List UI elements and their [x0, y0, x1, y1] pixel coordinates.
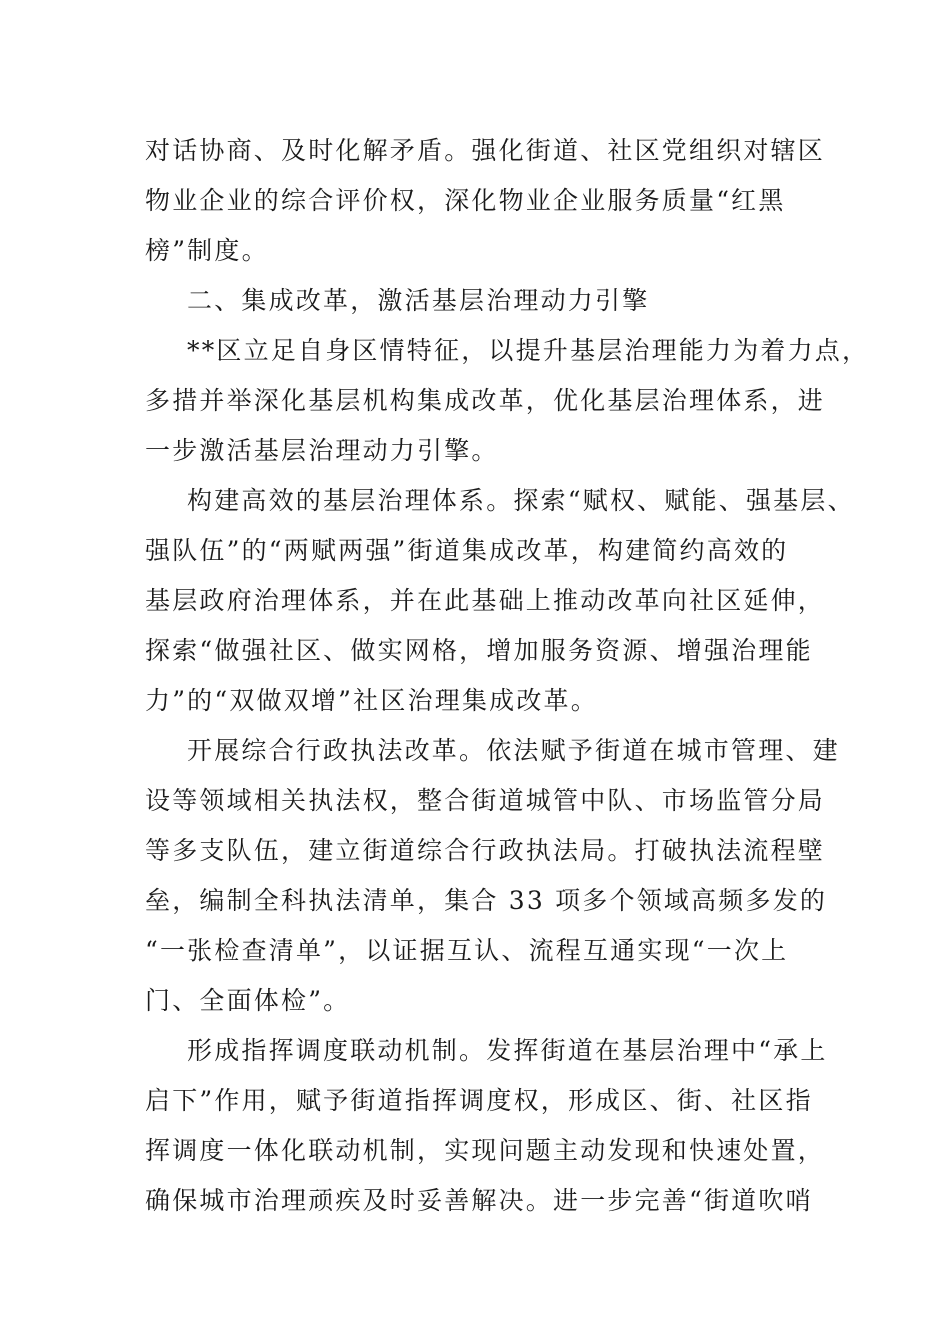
text-line: 开展综合行政执法改革。依法赋予街道在城市管理、建 [187, 736, 840, 765]
text-line: 对话协商、及时化解矛盾。强化街道、社区党组织对辖区 [145, 136, 826, 165]
text-line: 物业企业的综合评价权，深化物业企业服务质量“红黑 [145, 186, 786, 215]
text-line: 等多支队伍，建立街道综合行政执法局。打破执法流程壁 [145, 836, 826, 865]
text-line: **区立足自身区情特征，以提升基层治理能力为着力点， [187, 336, 870, 365]
text-line: 强队伍”的“两赋两强”街道集成改革，构建简约高效的 [145, 536, 789, 565]
text-line: 一步激活基层治理动力引擎。 [145, 436, 499, 465]
text-line: 门、全面体检”。 [145, 986, 351, 1015]
section-heading: 二、集成改革，激活基层治理动力引擎 [187, 286, 650, 315]
text-line: 启下”作用，赋予街道指挥调度权，形成区、街、社区指 [145, 1086, 813, 1115]
text-line: 挥调度一体化联动机制，实现问题主动发现和快速处置， [145, 1136, 826, 1165]
text-line: 形成指挥调度联动机制。发挥街道在基层治理中“承上 [187, 1036, 828, 1065]
text-line: 榜”制度。 [145, 236, 269, 265]
text-line: 力”的“双做双增”社区治理集成改革。 [145, 686, 598, 715]
text-line: 构建高效的基层治理体系。探索“赋权、赋能、强基层、 [187, 486, 855, 515]
text-line: 基层政府治理体系，并在此基础上推动改革向社区延伸， [145, 586, 826, 615]
text-line: 探索“做强社区、做实网格，增加服务资源、增强治理能 [145, 636, 813, 665]
text-line: 垒，编制全科执法清单，集合 33 项多个领域高频多发的 [145, 886, 828, 915]
text-line: 确保城市治理顽疾及时妥善解决。进一步完善“街道吹哨 [145, 1186, 813, 1215]
text-line: 设等领域相关执法权，整合街道城管中队、市场监管分局 [145, 786, 826, 815]
text-line: “一张检查清单”，以证据互认、流程互通实现“一次上 [145, 936, 789, 965]
text-line: 多措并举深化基层机构集成改革，优化基层治理体系，进 [145, 386, 826, 415]
